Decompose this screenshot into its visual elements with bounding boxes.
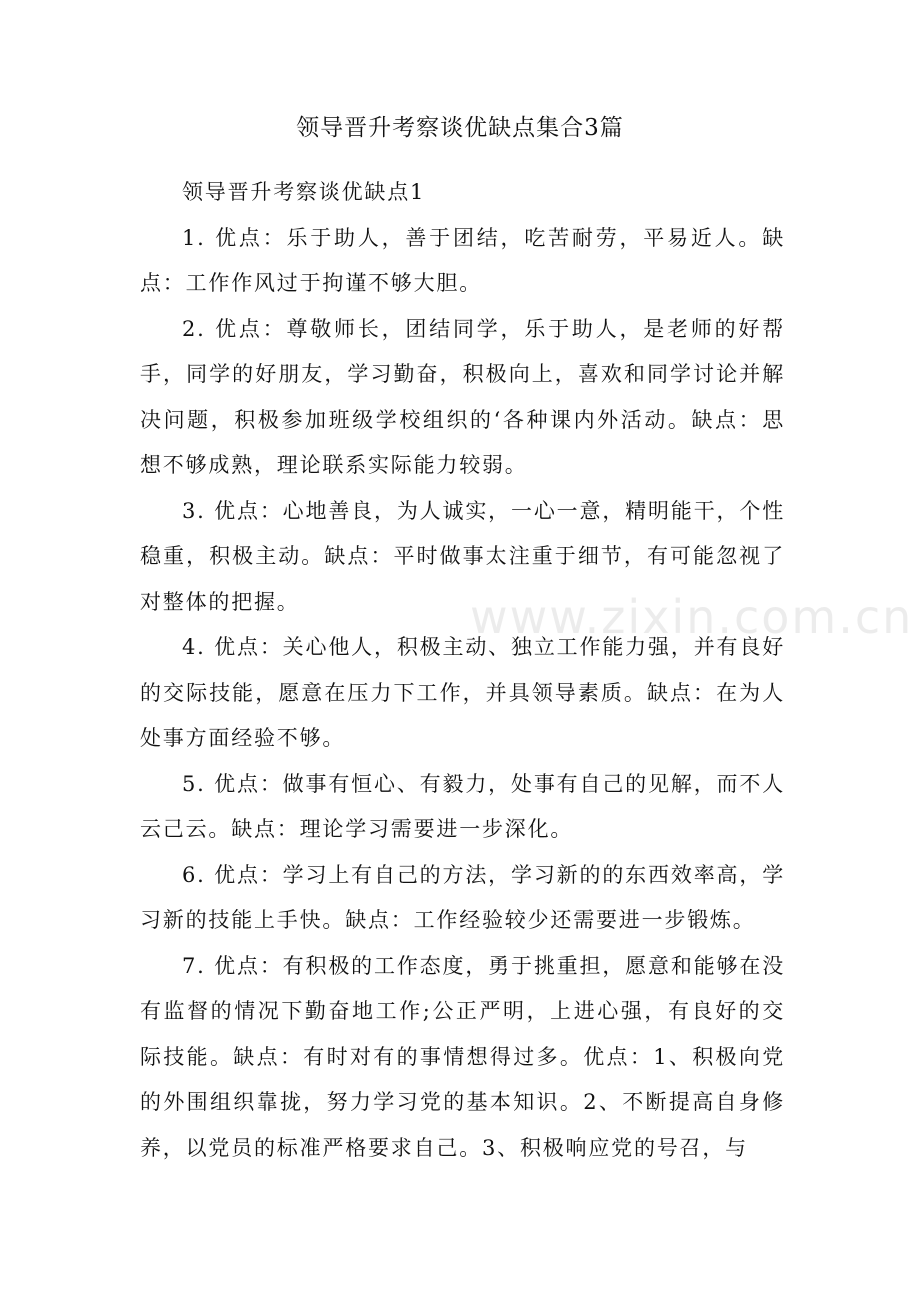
watermark: www.zixin.com.cn (470, 590, 914, 644)
paragraph-3: 3. 优点：心地善良，为人诚实，一心一意，精明能干，个性稳重，积极主动。缺点：平时做事太注重于细节，有可能忽视了对整体的把握。 (140, 498, 785, 614)
paragraph-4: 4. 优点：关心他人，积极主动、独立工作能力强，并有良好的交际技能，愿意在压力下工作，并具领导素质。缺点：在为人处事方面经验不够。 (140, 635, 785, 750)
section-heading: 领导晋升考察谈优缺点1 (182, 180, 426, 204)
paragraph-5: 5. 优点：做事有恒心、有毅力，处事有自己的见解，而不人云己云。缺点：理论学习需要进一步深化。 (140, 771, 785, 841)
paragraph-7: 7. 优点：有积极的工作态度，勇于挑重担，愿意和能够在没有监督的情况下勤奋地工作;公正严明，上进心强，有良好的交际技能。缺点：有时对有的事情想得过多。优点：1、积极向党的外围组织靠拢，努力学习党的基本知识。2、不断提高自身修养，以党员的标准严格要求自己。3、积极响应党的号召，与 (140, 953, 785, 1160)
paragraph-1: 1. 优点：乐于助人，善于团结，吃苦耐劳，平易近人。缺点：工作作风过于拘谨不够大胆。 (140, 225, 785, 295)
document-body (140, 170, 785, 1171)
paragraph-2: 2. 优点：尊敬师长，团结同学，乐于助人，是老师的好帮手，同学的好朋友，学习勤奋，积极向上，喜欢和同学讨论并解决问题，积极参加班级学校组织的‘各种课内外活动。缺点：思想不够成熟，理论联系实际能力较弱。 (140, 316, 785, 477)
document-title: 领导晋升考察谈优缺点集合3篇 (296, 115, 624, 141)
paragraph-6: 6. 优点：学习上有自己的方法，学习新的的东西效率高，学习新的技能上手快。缺点：工作经验较少还需要进一步锻炼。 (140, 862, 785, 932)
